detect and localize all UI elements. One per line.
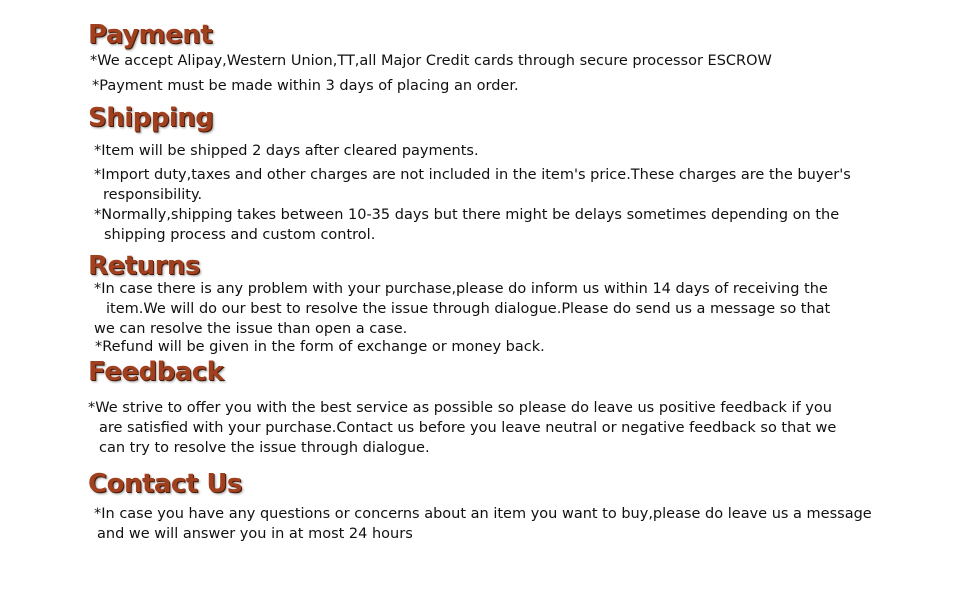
contact-heading: Contact Us [88, 469, 242, 499]
feedback-heading: Feedback [88, 357, 224, 387]
shipping-item-2 [94, 165, 851, 205]
feedback-item-1-line-1: *We strive to offer you with the best service as possible so please do leave us positive feedback if you [88, 400, 832, 416]
shipping-item-2-line-1: *Import duty,taxes and other charges are not included in the item's price.These charges are the buyer's [94, 167, 851, 183]
contact-item-1 [94, 504, 872, 544]
payment-line-1: *We accept Alipay,Western Union,TT,all Major Credit cards through secure processor ESCROW [90, 53, 772, 69]
contact-item-1-line-2: and we will answer you in at most 24 hours [97, 526, 413, 542]
feedback-item-1 [88, 398, 836, 458]
feedback-item-1-line-3: can try to resolve the issue through dialogue. [99, 440, 430, 456]
payment-heading: Payment [88, 20, 213, 50]
returns-item-2: *Refund will be given in the form of exchange or money back. [95, 339, 545, 355]
contact-item-1-line-1: *In case you have any questions or concerns about an item you want to buy,please do leave us a message [94, 506, 872, 522]
payment-line-2: *Payment must be made within 3 days of placing an order. [92, 78, 519, 94]
shipping-item-3-line-2: shipping process and custom control. [104, 227, 376, 243]
returns-heading: Returns [88, 251, 200, 281]
feedback-item-1-line-2: are satisfied with your purchase.Contact us before you leave neutral or negative feedback so that we [99, 420, 837, 436]
shipping-item-1: *Item will be shipped 2 days after cleared payments. [94, 143, 479, 159]
shipping-heading: Shipping [88, 103, 214, 133]
shipping-item-3-line-1: *Normally,shipping takes between 10-35 days but there might be delays sometimes depending on the [94, 207, 840, 223]
returns-item-1 [94, 279, 830, 339]
returns-item-1-line-1: *In case there is any problem with your purchase,please do inform us within 14 days of receiving the [94, 281, 828, 297]
returns-item-1-line-2: item.We will do our best to resolve the issue through dialogue.Please do send us a message so that [106, 301, 831, 317]
shipping-item-2-line-2: responsibility. [103, 187, 203, 203]
returns-item-1-line-3: we can resolve the issue than open a case. [94, 321, 408, 337]
shipping-item-3 [94, 205, 839, 245]
